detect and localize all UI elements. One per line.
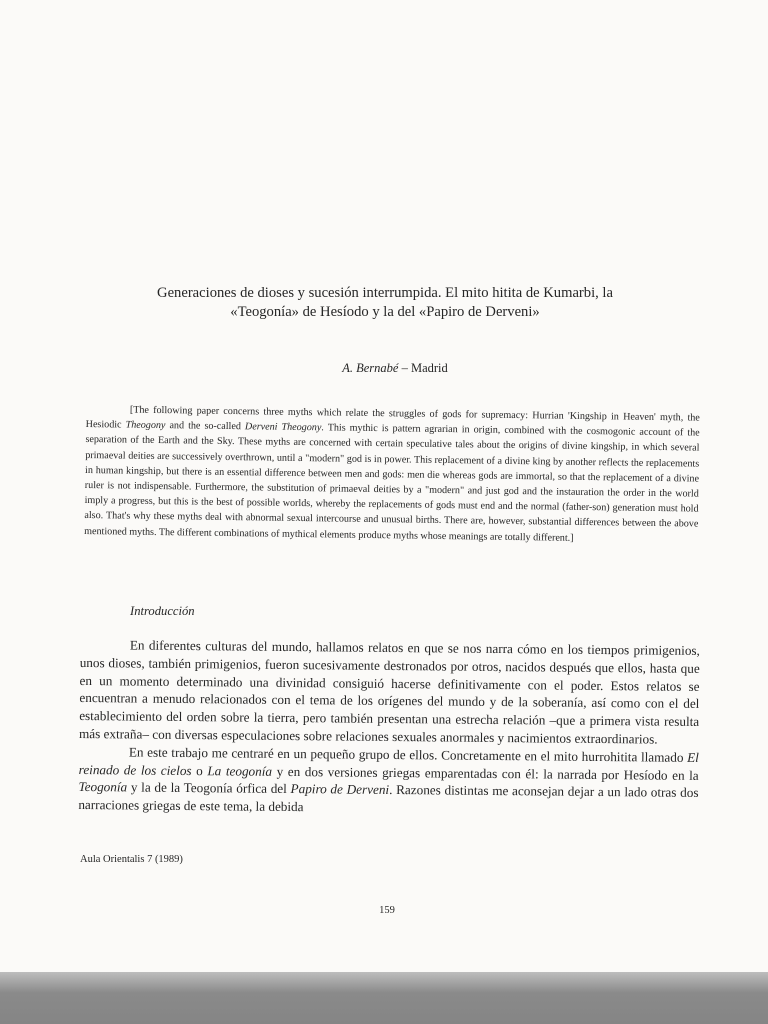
abstract-em-theogony: Theogony (125, 419, 166, 432)
body-p2-text-c: y en dos versiones griegas emparentadas con él: la narrada por Hesíodo en la (271, 763, 699, 783)
abstract-text-1: [The following paper concerns three myths which relate the struggles of gods for supremacy: Hurrian 'Kingship in Heaven' myth, the Hesiodic (85, 404, 700, 431)
title-line-1: Generaciones de dioses y sucesión interrumpida. El mito hitita de Kumarbi, la (157, 285, 613, 301)
page-number: 159 (379, 905, 395, 916)
abstract-text-2: and the so-called (165, 420, 246, 433)
body-p2-text-b: o (191, 762, 208, 778)
body-p2-em-teogonia: La teogonía (207, 762, 273, 779)
abstract-em-derveni: Derveni Theogony (244, 421, 322, 434)
abstract (84, 402, 700, 547)
section-heading: Introducción (130, 604, 195, 618)
article-title (120, 284, 650, 322)
body-p2-em-reinado: El reinado de los cielos (78, 749, 699, 778)
body-p2-text-e: . Razones distintas me aconsejan dejar a un lado otras dos narraciones griegas de este tema, la debida (78, 782, 699, 815)
journal-citation: Aula Orientalis 7 (1989) (80, 854, 183, 865)
abstract-paragraph (84, 402, 700, 547)
author-line (260, 360, 530, 376)
body-text (78, 636, 700, 820)
body-p2-text-d: y la de la Teogonía órfica del (127, 779, 291, 797)
scan-background (0, 972, 768, 1024)
author-name: A. Bernabé (342, 361, 399, 375)
title-line-2: «Teogonía» de Hesíodo y la del «Papiro de Derveni» (230, 304, 540, 320)
body-p2-em-teogonia-hesiodo: Teogonía (78, 779, 128, 795)
body-paragraph-2 (78, 743, 699, 820)
author-separator: – (398, 361, 411, 375)
body-p2-text-a: En este trabajo me centraré en un pequeño grupo de ellos. Concretamente en el mito hurrohitita llamado (128, 744, 688, 765)
body-paragraph-1: En diferentes culturas del mundo, hallamos relatos en que se nos narra cómo en los tiempos primigenios, unos dioses, también primigenios, fueron sucesivamente destronados por otros, nacidos después que ellos, hasta que en un momento determinado una divinidad consiguió hacerse definitivamente con el poder. Estos relatos se encuentran a menudo relacionados con el tema de los orígenes del mundo y de la soberanía, así como con el del establecimiento del orden sobre la tierra, pero también presentan una estrecha relación –que a primera vista resulta más extraña– con diversas especulaciones sobre relaciones sexuales anormales y nacimientos extraordinarios. (78, 637, 700, 747)
author-place: Madrid (410, 361, 448, 375)
abstract-text-3: . This mythic is pattern agrarian in origin, combined with the cosmogonic account of the separation of the Earth and the Sky. These myths are concerned with certain speculative tales about the origins of divine kingship, in which several primaeval deities are successively overthrown, until a "modern" god is in power. This replacement of a divine king by another reflects the replacements in human kingship, but there is an essential difference between men and gods: men die whereas gods are immortal, so that the replacement of a divine ruler is not indispensable. Furthermore, the substitution of primaeval deities by a "modern" and just god and the instauration the order in the world imply a progress, but this is the best of possible worlds, whereby the replacements of gods must end and the normal (father-son) generation must hold also. That's why these myths deal with abnormal sexual intercourse and unusual births. There are, however, substantial differences between the above mentioned myths. The different combinations of mythical elements produce myths whose meanings are totally different.] (84, 422, 700, 544)
body-p2-em-papiro: Papiro de Derveni (290, 781, 390, 798)
